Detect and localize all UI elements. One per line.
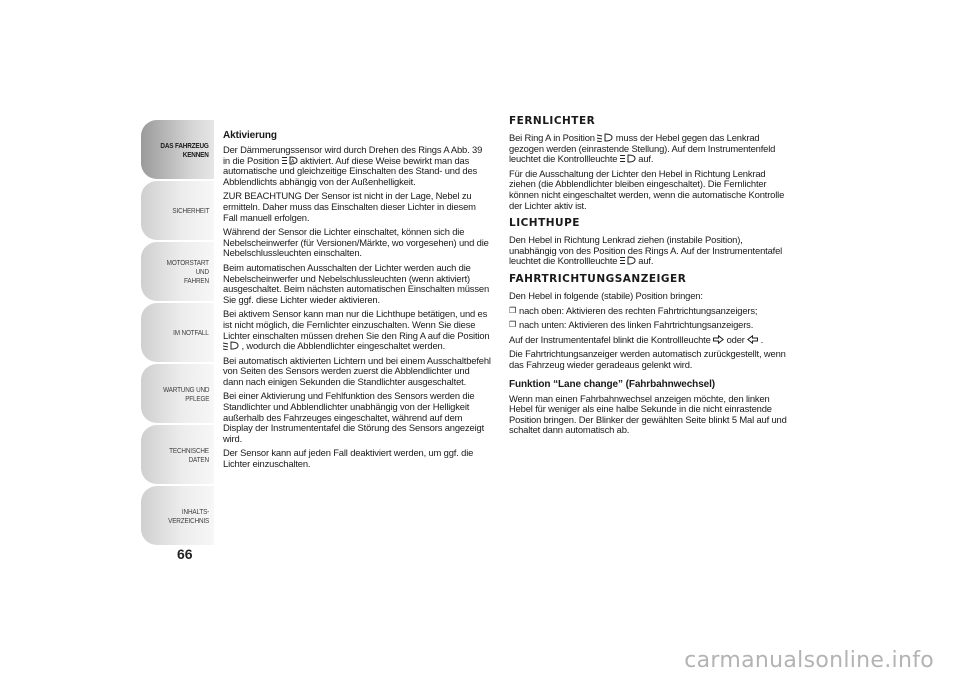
paragraph (223, 309, 491, 351)
paragraph: Beim automatischen Ausschalten der Lichter werden auch die Nebelscheinwerfer und Nebelschlussleuchten (wenn aktiviert) ausgeschaltet. Beim nächsten automatischen Einschalten müssen Sie ggf. diese Lichter wieder aktivieren. (223, 261, 490, 305)
text: auf. (635, 255, 654, 267)
heading-fernlichter: FERNLICHTER (509, 115, 596, 127)
high-beam-icon (620, 154, 636, 163)
heading-fahrtrichtungsanzeiger: FAHRTRICHTUNGSANZEIGER (509, 272, 687, 285)
paragraph (223, 145, 491, 187)
paragraph (509, 335, 789, 346)
text: Bei Ring A in Position (509, 132, 598, 143)
heading-aktivierung: Aktivierung (223, 130, 277, 141)
heading-lichthupe: LICHTHUPE (509, 217, 580, 230)
paragraph: Der Sensor kann auf jeden Fall deaktiviert werden, um ggf. die Lichter einzuschalten. (223, 447, 474, 470)
text: Den Hebel in Richtung Lenkrad ziehen (instabile Position), unabhängig von des Position des Rings A. Auf der Instrumententafel leuchtet die Kontrollleuchte (509, 234, 783, 267)
right-column (509, 115, 789, 440)
sidebar-tab-technische-daten[interactable] (141, 425, 214, 484)
bullet-icon: ❒ (509, 305, 517, 315)
auto-light-icon (282, 156, 298, 165)
tab-label: INHALTS- VERZEICHNIS (167, 506, 209, 525)
paragraph: ZUR BEACHTUNG Der Sensor ist nicht in der Lage, Nebel zu ermitteln. Daher muss das Einschalten dieser Lichter in diesem Fall manuell erfolgen. (223, 190, 476, 223)
paragraph: Die Fahrtrichtungsanzeiger werden automatisch zurückgestellt, wenn das Fahrzeug wieder geradeaus gelenkt wird. (509, 348, 786, 370)
text: oder (724, 333, 748, 345)
chapter-sidebar (141, 120, 214, 547)
tab-label: MOTORSTART UND FAHREN (166, 258, 209, 285)
paragraph: Bei automatisch aktivierten Lichtern und bei einem Ausschaltbefehl von Seiten des Sensors werden zuerst die Abblendlichter und dann nach einigen Sekunden die Standlichter ausgeschaltet. (223, 354, 491, 387)
tab-label: SICHERHEIT (171, 206, 209, 215)
paragraph: Den Hebel in folgende (stabile) Position bringen: (509, 289, 703, 301)
paragraph: Bei einer Aktivierung und Fehlfunktion des Sensors werden die Standlichter und Abblendlichter unabhängig von der Helligkeit außerhalb des Fahrzeuges eingeschaltet, während auf dem Display der Instrumententafel die Störung des Sensors angezeigt wird. (223, 390, 485, 444)
list-item (509, 320, 789, 331)
watermark: carmanualsonline.info (684, 648, 934, 673)
sidebar-tab-im-notfall[interactable] (141, 303, 214, 362)
sidebar-tab-motorstart-und-fahren[interactable] (141, 242, 214, 301)
bullet-icon: ❒ (509, 320, 517, 330)
left-column (223, 130, 491, 474)
turn-left-arrow-icon (747, 335, 758, 344)
text: nach oben: Aktivieren des rechten Fahrtrichtungsanzeigers; (519, 304, 758, 316)
sidebar-tab-sicherheit[interactable] (141, 181, 214, 240)
text: aktiviert. Auf diese Weise bewirkt man das automatische und gleichzeitige Einschalten des Stand- und des Abblendlichts abhängig von der Außenhelligkeit. (223, 154, 478, 187)
paragraph (509, 235, 789, 267)
paragraph: Während der Sensor die Lichter einschaltet, können sich die Nebelscheinwerfer (für Versionen/Märkte, wo vorgesehen) und die Nebelschlussleuchten einschalten. (223, 226, 489, 259)
low-beam-icon (597, 133, 613, 142)
text: nach unten: Aktivieren des linken Fahrtrichtungsanzeigers. (519, 319, 754, 331)
tab-label: DAS FAHRZEUG KENNEN (160, 140, 209, 159)
text: Auf der Instrumententafel blinkt die Kontrollleuchte (509, 333, 714, 345)
text: auf. (635, 153, 654, 165)
page-number: 66 (177, 546, 193, 562)
turn-right-arrow-icon (713, 335, 724, 344)
heading-lane-change: Funktion “Lane change” (Fahrbahnwechsel) (509, 378, 716, 390)
tab-label: TECHNISCHE DATEN (169, 445, 209, 464)
svg-text:A: A (290, 158, 294, 165)
tab-label: WARTUNG UND PFLEGE (162, 384, 209, 403)
text: , wodurch die Abblendlichter eingeschaltet werden. (239, 340, 446, 352)
tab-label: IM NOTFALL (173, 328, 209, 337)
text: Der Dämmerungssensor wird durch Drehen des Rings A Abb. 39 in die Position (223, 144, 483, 166)
sidebar-tab-wartung-und-pflege[interactable] (141, 364, 214, 423)
paragraph: Für die Ausschaltung der Lichter den Hebel in Richtung Lenkrad ziehen (die Abblendlichter bleiben eingeschaltet). Die Fernlichter können nicht eingeschaltet werden, wenn die automatische Kontrolle der Lichter aktiv ist. (509, 167, 785, 211)
text: muss der Hebel gegen das Lenkrad gezogen werden (einrastende Stellung). Auf dem Instrumentenfeld leuchtet die Kontrollleuchte (509, 132, 776, 165)
sidebar-tab-inhaltsverzeichnis[interactable] (141, 486, 214, 545)
paragraph (509, 133, 789, 165)
high-beam-icon (620, 256, 636, 265)
low-beam-icon (223, 341, 239, 350)
list-item (509, 306, 789, 317)
text: . (758, 333, 764, 345)
sidebar-tab-das-fahrzeug-kennen[interactable] (141, 120, 214, 179)
paragraph: Wenn man einen Fahrbahnwechsel anzeigen möchte, den linken Hebel für weniger als eine halbe Sekunde in die nicht einrastende Position bringen. Der Blinker der gewählten Seite blinkt 5 Mal auf und schaltet dann automatisch ab. (509, 392, 787, 436)
text: Bei aktivem Sensor kann man nur die Lichthupe betätigen, und es ist nicht möglich, die Fernlichter einzuschalten. Wenn Sie diese Lichter einschalten müssen drehen Sie den Ring A auf die Position (223, 308, 490, 341)
